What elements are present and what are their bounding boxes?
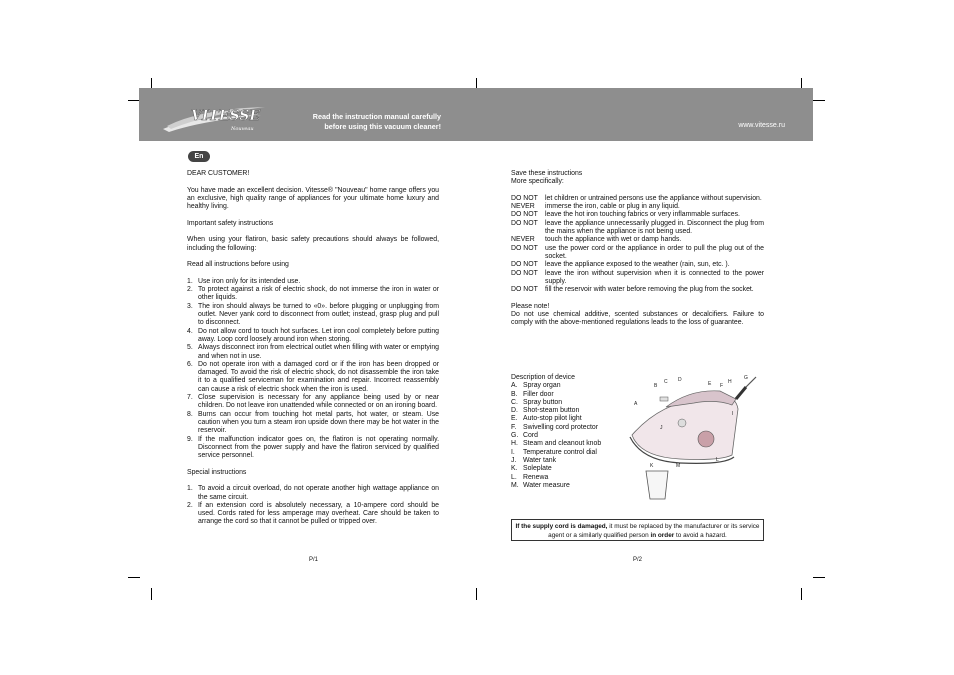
rule-item-key: DO NOT [511, 211, 538, 219]
vitesse-logo [161, 99, 271, 135]
diagram-label: J [660, 425, 663, 431]
part-item-text: Cord [523, 432, 538, 440]
part-item-text: Water tank [523, 456, 557, 464]
safety-item-key: 3. [187, 302, 193, 310]
water-measure-cup [646, 471, 668, 499]
parts-list [511, 382, 621, 490]
safety-item [187, 278, 439, 286]
part-item [511, 424, 621, 432]
rule-item-key: NEVER [511, 203, 535, 211]
diagram-label: K [650, 463, 654, 469]
iron-body [632, 397, 738, 460]
rule-item-text: touch the appliance with wet or damp hands. [545, 236, 682, 244]
diagram-label: H [728, 379, 732, 385]
special-heading: Special instructions [187, 468, 247, 476]
rule-item-text: let children or untrained persons use the appliance without supervision. [545, 194, 762, 202]
safety-item [187, 394, 439, 411]
safety-item-text: To protect against a risk of electric shock, do not immerse the iron in water or other liquids. [198, 286, 439, 302]
special-list [187, 485, 439, 526]
part-item-text: Auto-stop pilot light [523, 415, 582, 423]
diagram-label: C [664, 379, 668, 385]
part-item [511, 457, 621, 465]
special-item-text: To avoid a circuit overload, do not operate another high wattage appliance on the same circuit. [198, 485, 439, 501]
safety-item-key: 8. [187, 410, 193, 418]
safety-item [187, 411, 439, 436]
safety-intro: When using your flatiron, basic safety precautions should always be followed, including the following: [187, 236, 439, 252]
description-heading: Description of device [511, 374, 575, 381]
iron-diagram [620, 375, 780, 503]
part-item [511, 449, 621, 457]
header-tagline [302, 112, 441, 131]
safety-item [187, 303, 439, 328]
diagram-label: I [732, 411, 734, 417]
rule-item-key: DO NOT [511, 219, 538, 227]
rule-item [511, 211, 764, 219]
diagram-label: B [654, 383, 658, 389]
brand-text: VITESSE [191, 108, 261, 124]
rule-item-text: leave the iron without supervision when it is connected to the power supply. [545, 269, 764, 285]
rules-list [511, 195, 764, 295]
part-item-key: L. [511, 473, 517, 481]
crop-mark [476, 588, 477, 600]
part-item [511, 440, 621, 448]
safety-item-key: 4. [187, 327, 193, 335]
diagram-label: A [634, 401, 638, 407]
part-item-key: K. [511, 465, 518, 473]
tagline-line1: Read the instruction manual carefully [312, 112, 441, 121]
spray-button [660, 397, 668, 401]
crop-mark [151, 588, 152, 600]
part-item [511, 465, 621, 473]
diagram-label: F [720, 383, 724, 389]
crop-mark [813, 577, 825, 578]
diagram-label: D [678, 377, 682, 383]
read-all-line: Read all instructions before using [187, 261, 289, 269]
safety-heading: Important safety instructions [187, 219, 274, 227]
part-item [511, 399, 621, 407]
warning-bold-1: If the supply cord is damaged, [515, 523, 608, 530]
safety-item-text: If the malfunction indicator goes on, the flatiron is not operating normally. Disconnect from the power supply and have the flatiron serviced by qualified service personnel. [198, 435, 439, 460]
rule-item [511, 195, 764, 203]
rule-item-text: use the power cord or the appliance in order to pull the plug out of the socket. [545, 244, 764, 260]
special-item [187, 485, 439, 502]
rule-item-key: DO NOT [511, 286, 538, 294]
diagram-label: E [708, 381, 712, 387]
diagram-label: G [744, 375, 748, 381]
diagram-label: L [716, 457, 719, 463]
website-url[interactable]: www.vitesse.ru [738, 122, 785, 129]
safety-item-text: Do not allow cord to touch hot surfaces. Let iron cool completely before putting away. Loop cord loosely around iron when storing. [198, 327, 439, 343]
part-item-text: Steam and cleanout knob [523, 440, 602, 448]
part-item [511, 391, 621, 399]
language-badge: En [188, 151, 210, 162]
rule-item-key: DO NOT [511, 244, 538, 252]
safety-item-key: 7. [187, 394, 193, 402]
crop-mark [801, 588, 802, 600]
safety-item [187, 361, 439, 394]
note-text: Do not use chemical additive, scented substances or decalcifiers. Failure to comply with the above-mentioned regulations leads to the loss of guarantee. [511, 311, 764, 327]
part-item [511, 482, 621, 490]
crop-mark [813, 100, 825, 101]
safety-item [187, 328, 439, 345]
safety-item-text: Close supervision is necessary for any appliance being used by or near children. Do not leave iron unattended while connected or on an ironing board. [198, 394, 439, 410]
part-item [511, 382, 621, 390]
rule-item-text: fill the reservoir with water before removing the plug from the socket. [545, 286, 754, 294]
part-item-key: A. [511, 382, 518, 390]
part-item-key: G. [511, 432, 519, 440]
rule-item [511, 270, 764, 287]
part-item [511, 474, 621, 482]
rule-item-key: DO NOT [511, 194, 538, 202]
rule-item-key: NEVER [511, 236, 535, 244]
safety-item-text: Use iron only for its intended use. [198, 277, 301, 285]
greeting: DEAR CUSTOMER! [187, 170, 250, 177]
safety-list [187, 278, 439, 461]
right-column-top [511, 170, 764, 328]
description-block [511, 374, 621, 490]
more-specifically: More specifically: [511, 178, 564, 186]
part-item-key: M. [511, 481, 519, 489]
part-item-text: Spray organ [523, 382, 561, 390]
safety-item-key: 9. [187, 435, 193, 443]
part-item-key: D. [511, 407, 518, 415]
part-item-text: Filler door [523, 390, 554, 398]
safety-item [187, 344, 439, 361]
special-item-key: 2. [187, 501, 193, 509]
part-item-key: F. [511, 423, 517, 431]
rule-item [511, 245, 764, 262]
safety-item-text: Always disconnect iron from electrical outlet when filling with water or emptying and when not in use. [198, 344, 439, 360]
save-instructions: Save these instructions [511, 170, 583, 177]
part-item-key: J. [511, 456, 517, 464]
part-item-key: E. [511, 415, 518, 423]
safety-item-key: 6. [187, 360, 193, 368]
diagram-label: M [676, 463, 681, 469]
cord-protector [736, 387, 746, 399]
part-item-text: Shot-steam button [523, 407, 580, 415]
part-item-text: Renewa [523, 473, 549, 481]
brand-sub-text: Nouveau [231, 126, 254, 132]
rule-item [511, 203, 764, 211]
part-item-text: Water measure [523, 481, 570, 489]
rule-item [511, 261, 764, 269]
please-note: Please note! [511, 302, 550, 310]
page-number-right: P/2 [633, 557, 643, 563]
rule-item-text: leave the appliance unnecessarily plugged in. Disconnect the plug from the mains when the appliance is not being used. [545, 219, 764, 236]
part-item-text: Swivelling cord protector [523, 423, 599, 431]
special-item [187, 502, 439, 527]
safety-item-key: 1. [187, 277, 193, 285]
special-item-text: If an extension cord is absolutely necessary, a 10-ampere cord should be used. Cords rated for less amperage may overheat. Care should be taken to arrange the cord so that it cannot be pulled or tripped over. [198, 501, 439, 526]
part-item-key: C. [511, 398, 518, 406]
rule-item [511, 286, 764, 294]
rule-item [511, 220, 764, 237]
rule-item [511, 236, 764, 244]
part-item [511, 415, 621, 423]
safety-item [187, 436, 439, 461]
safety-item-key: 5. [187, 344, 193, 352]
part-item-text: Spray button [523, 398, 563, 406]
tagline-line2: before using this vacuum cleaner! [324, 121, 441, 131]
crop-mark [128, 577, 140, 578]
temperature-dial [698, 431, 714, 447]
page-number-left: P/1 [309, 557, 319, 563]
safety-item [187, 286, 439, 303]
rule-item-text: immerse the iron, cable or plug in any liquid. [545, 203, 680, 211]
warning-bold-2: in order [650, 532, 675, 539]
part-item-key: I. [511, 448, 515, 456]
safety-item-text: The iron should always be turned to «0». before plugging or unplugging from outlet. Never yank cord to disconnect from outlet; instead, grasp plug and pull to disconnect. [198, 302, 439, 327]
steam-knob [678, 419, 686, 427]
warning-box [511, 519, 764, 541]
safety-item-text: Do not operate iron with a damaged cord or if the iron has been dropped or damaged. To avoid the risk of electric shock, do not disassemble the iron take it to a qualified serviceman for examination and repair. Incorrect reassembly can cause a risk of electric shock when the iron is used. [198, 360, 439, 393]
part-item [511, 432, 621, 440]
header-band [139, 88, 813, 141]
safety-item-key: 2. [187, 286, 193, 294]
safety-item-text: Burns can occur from touching hot metal parts, hot water, or steam. Use caution when you turn a steam iron upside down there may be hot water in the reservoir. [198, 410, 439, 435]
rule-item-text: leave the hot iron touching fabrics or very inflammable surfaces. [545, 211, 740, 219]
part-item-text: Soleplate [523, 465, 552, 473]
rule-item-key: DO NOT [511, 269, 538, 277]
warning-text: it must be replaced by the manufacturer or its service agent or a similarly qualified person [548, 523, 760, 539]
rule-item-text: leave the appliance exposed to the weather (rain, sun, etc. ). [545, 261, 730, 269]
rule-item-key: DO NOT [511, 261, 538, 269]
warning-text-end: to avoid a hazard. [674, 532, 727, 539]
part-item-text: Temperature control dial [523, 448, 597, 456]
part-item-key: B. [511, 390, 518, 398]
part-item [511, 407, 621, 415]
intro-paragraph: You have made an excellent decision. Vitesse® "Nouveau" home range offers you an exclusive, high quality range of appliances for your ultimate home luxury and healthy living. [187, 186, 439, 211]
left-column [187, 170, 439, 527]
special-item-key: 1. [187, 485, 193, 493]
part-item-key: H. [511, 440, 518, 448]
